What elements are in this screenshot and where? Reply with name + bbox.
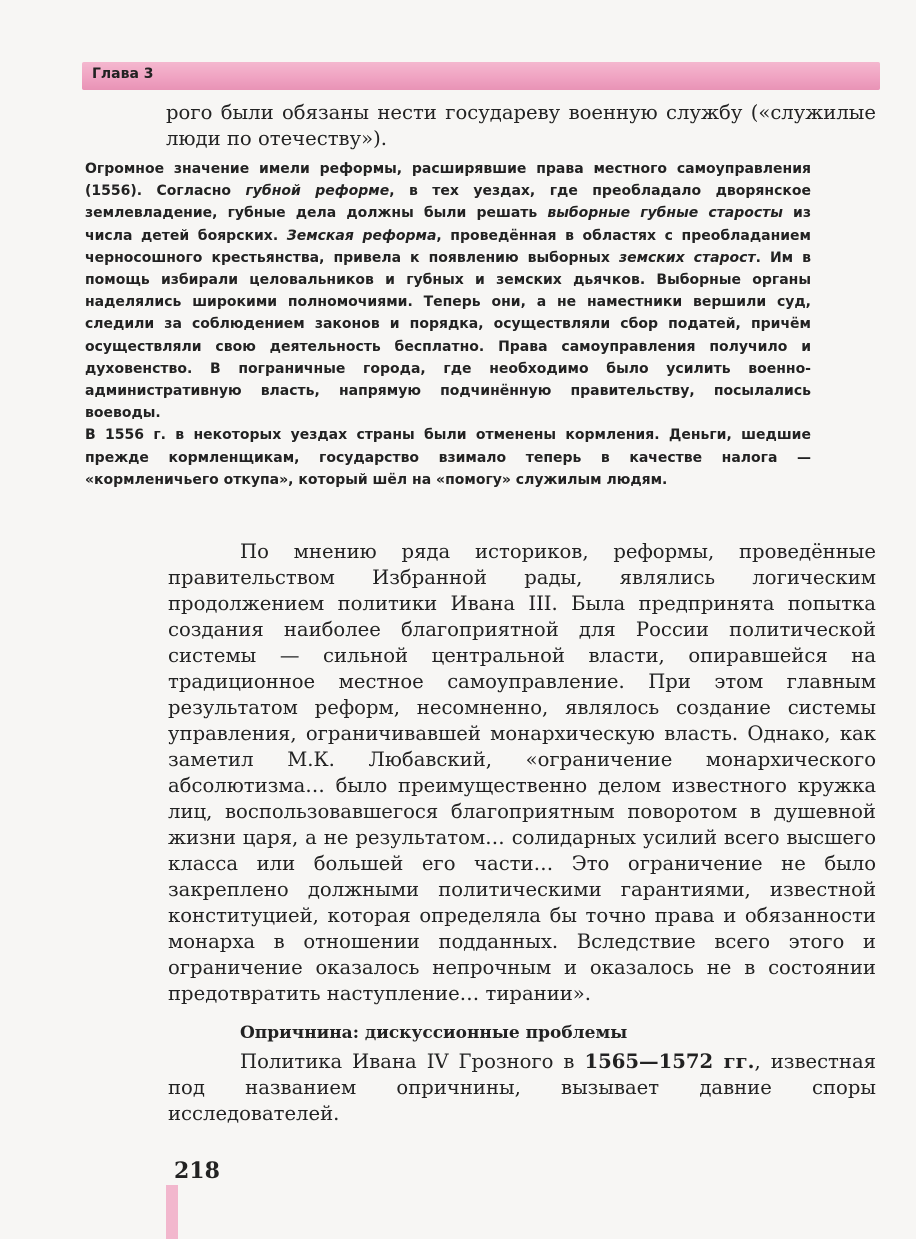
emphasis: выборные губные старосты <box>547 205 783 222</box>
emphasis: земских старост <box>618 249 756 266</box>
text-run: . Им в помощь избирали целовальников и губных и земских дьячков. Выборные органы наделялись широкими полномочиями. Теперь они, а не наместники вершили суд, следили за соблюдением законов и порядка, осуществляли сбор податей, причём осуществляли свою деятельность бесплатно. Права самоуправления получило и духовенство. В пограничные города, где необходимо было усилить военно-административную власть, напрямую подчинённую правительству, посылались воеводы. <box>85 249 811 422</box>
body-paragraph: По мнению ряда историков, реформы, проведённые правительством Избранной рады, являлись логическим продолжением политики Ивана III. Была предпринята попытка создания наиболее благоприятной для России политической системы — сильной центральной власти, опиравшейся на традиционное местное самоуправление. При этом главным результатом реформ, несомненно, являлось создание системы управления, ограничивавшей монархическую власть. Однако, как заметил М.К. Любавский, «ограничение монархического абсолютизма… было преимущественно делом известного кружка лиц, воспользовавшегося благоприятным поворотом в душевной жизни царя, а не результатом… солидарных усилий всего высшего класса или большей его части… Это ограничение не было закреплено должными политическими гарантиями, известной конституцией, которая определяла бы точно права и обязанности монарха в отношении подданных. Вследствие всего этого и ограничение оказалось непрочным и оказалось не в состоянии предотвратить наступление… тирании». <box>168 540 876 1005</box>
sidebar-block <box>85 158 811 491</box>
sidebar-paragraph <box>85 158 811 424</box>
date-range: 1565—1572 гг. <box>584 1050 755 1073</box>
continuation-paragraph: рого были обязаны нести государеву военную службу («служилые люди по отечеству»). <box>166 101 876 150</box>
text-run: Политика Ивана IV Грозного в <box>240 1050 585 1073</box>
chapter-label: Глава 3 <box>92 66 154 82</box>
chapter-header-bar <box>82 62 880 90</box>
text-run: , в тех уездах, где преобладало дворянское землевладение, губные дела должны были решать <box>85 183 812 222</box>
text-run: Огромное значение имели реформы, расширявшие права местного самоуправления (1556). Согласно <box>85 161 811 200</box>
margin-stripe <box>166 1185 178 1239</box>
section-heading: Опричнина: дискуссионные проблемы <box>240 1023 628 1043</box>
page-number: 218 <box>174 1158 220 1184</box>
text-run: из числа детей боярских. <box>85 205 811 244</box>
body-paragraph <box>168 1049 876 1127</box>
emphasis: губной реформе <box>245 183 390 200</box>
text-run: , известная под названием опричнины, вызывает давние споры исследователей. <box>168 1050 876 1125</box>
text-run: , проведённая в областях с преобладанием черносошного крестьянства, привела к появлению выборных <box>85 227 811 266</box>
main-text <box>168 539 876 1127</box>
emphasis: Земская реформа <box>286 227 437 244</box>
sidebar-paragraph: В 1556 г. в некоторых уездах страны были отменены кормления. Деньги, шедшие прежде кормленщикам, государство взимало теперь в качестве налога — «кормленичьего откупа», который шёл на «помогу» служилым людям. <box>85 427 811 488</box>
